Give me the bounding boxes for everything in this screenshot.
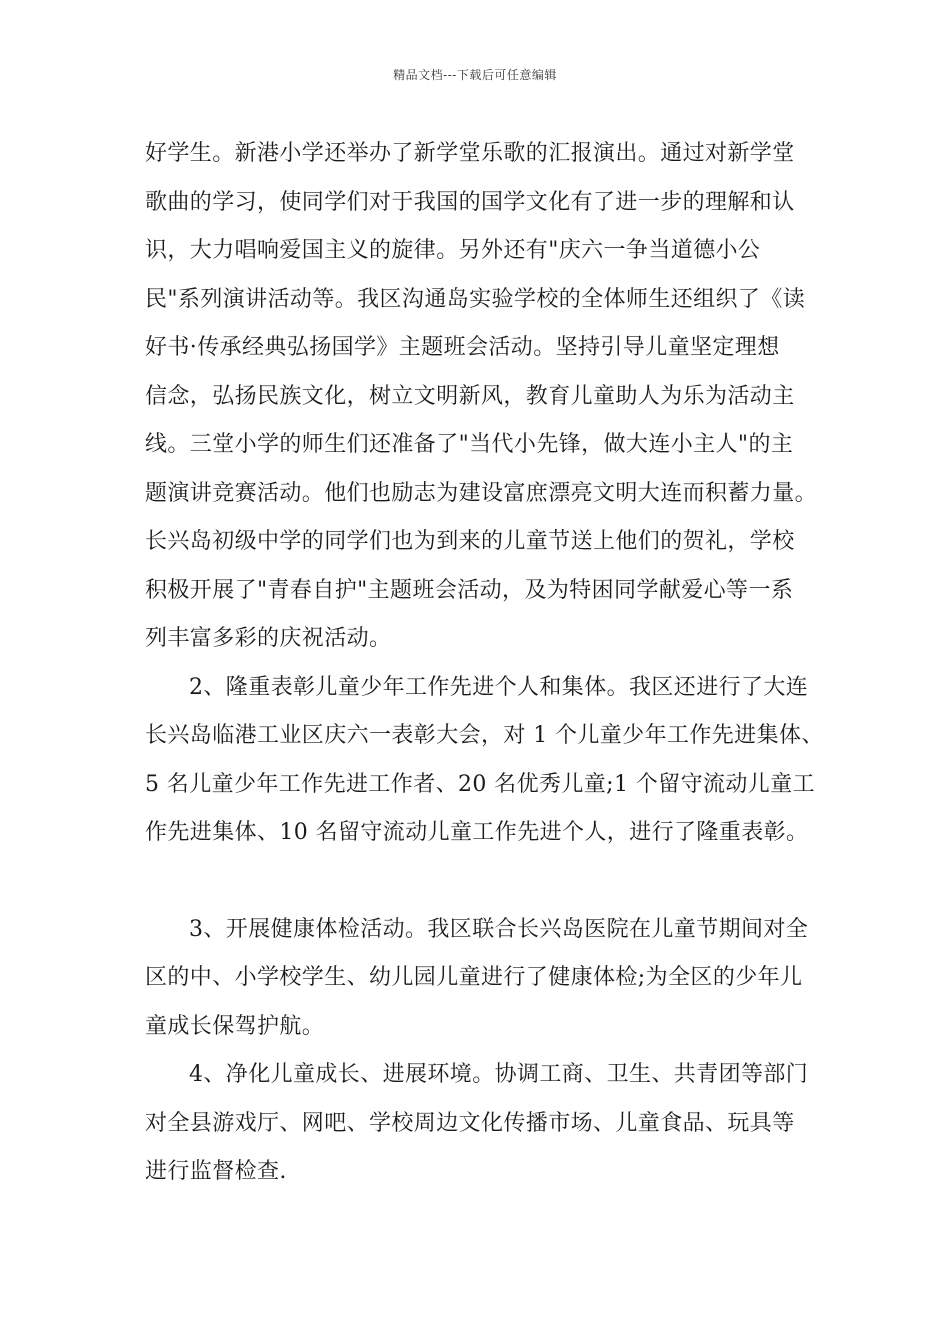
text-line: 2、隆重表彰儿童少年工作先进个人和集体。我区还进行了大连: [189, 674, 809, 700]
text-line: 民"系列演讲活动等。我区沟通岛实验学校的全体师生还组织了《读: [145, 286, 806, 312]
text-line: 题演讲竞赛活动。他们也励志为建设富庶漂亮文明大连而积蓄力量。: [145, 480, 818, 506]
paragraph-4: [145, 1051, 817, 1197]
text-line: 区的中、小学校学生、幼儿园儿童进行了健康体检;为全区的少年儿: [145, 965, 803, 990]
document-body: [145, 130, 824, 1197]
paragraph-2: [145, 664, 824, 858]
text-line: 进行监督检查.: [145, 1159, 287, 1184]
text-line: 长兴岛初级中学的同学们也为到来的儿童节送上他们的贺礼，学校: [145, 529, 795, 554]
paragraph-spacer: [145, 858, 817, 906]
text-line: 识，大力唱响爱国主义的旋律。另外还有"庆六一争当道德小公: [145, 238, 761, 263]
paragraph-3: [145, 906, 817, 1052]
text-line: 歌曲的学习，使同学们对于我国的国学文化有了进一步的理解和认: [145, 189, 795, 215]
text-line: 5 名儿童少年工作先进工作者、20 名优秀儿童;1 个留守流动儿童工: [145, 771, 815, 797]
text-line: 长兴岛临港工业区庆六一表彰大会，对 1 个儿童少年工作先进集体、: [145, 723, 824, 748]
text-line: 对全县游戏厅、网吧、学校周边文化传播市场、儿童食品、玩具等: [145, 1110, 795, 1136]
text-line: 3、开展健康体检活动。我区联合长兴岛医院在儿童节期间对全: [189, 916, 809, 942]
text-line: 线。三堂小学的师生们还准备了"当代小先锋，做大连小主人"的主: [145, 432, 794, 457]
text-line: 童成长保驾护航。: [145, 1013, 325, 1039]
text-line: 4、净化儿童成长、进展环境。协调工商、卫生、共青团等部门: [189, 1062, 809, 1087]
text-line: 积极开展了"青春自护"主题班会活动，及为特困同学献爱心等一系: [145, 577, 794, 603]
text-line: 好学生。新港小学还举办了新学堂乐歌的汇报演出。通过对新学堂: [145, 141, 795, 166]
text-line: 列丰富多彩的庆祝活动。: [145, 626, 392, 651]
paragraph-1: [145, 130, 817, 664]
page-header: 精品文档---下载后可任意编辑: [393, 68, 557, 82]
text-line: 信念，弘扬民族文化，树立文明新风，教育儿童助人为乐为活动主: [145, 383, 795, 409]
text-line: 好书·传承经典弘扬国学》主题班会活动。坚持引导儿童坚定理想: [145, 335, 780, 360]
text-line: 作先进集体、10 名留守流动儿童工作先进个人，进行了隆重表彰。: [145, 820, 809, 845]
